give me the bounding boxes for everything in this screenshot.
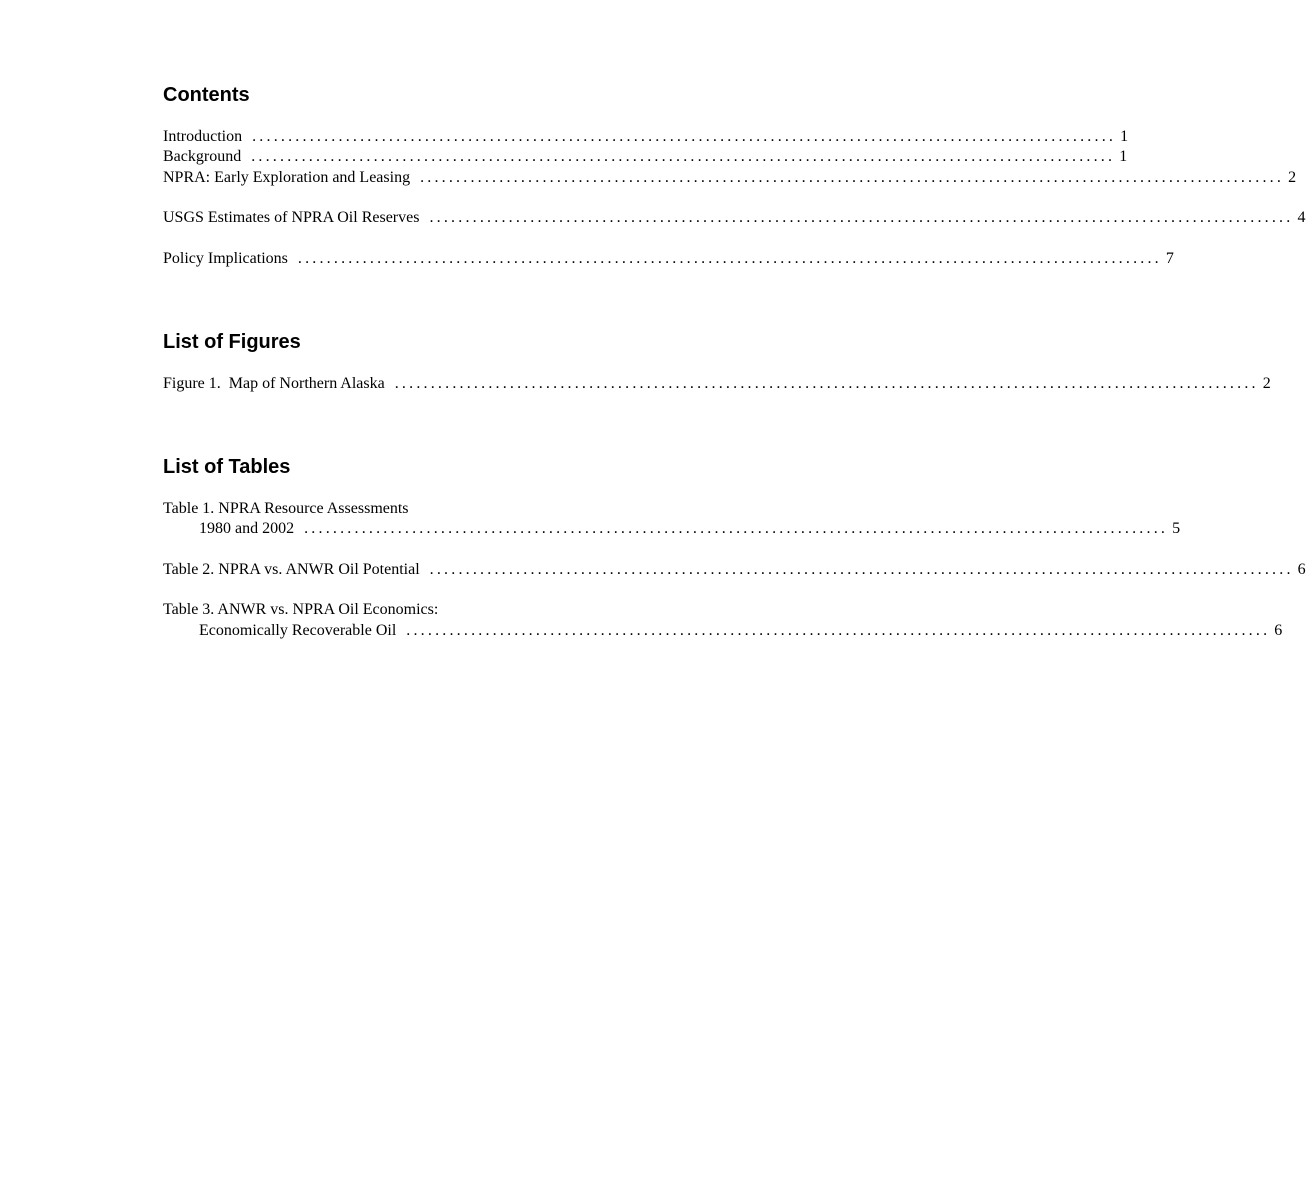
list-of-figures-heading: List of Figures [163,331,301,353]
toc-entry-label: USGS Estimates of NPRA Oil Reserves [163,209,420,226]
dot-leader: ........................................................................................................................ [304,520,1169,537]
dot-leader: ........................................................................................................................ [429,561,1294,578]
contents-heading: Contents [163,84,250,106]
toc-entry-usgs-estimates[interactable] [163,208,1306,228]
toc-entry-page: 7 [1165,250,1174,267]
table-entry-3[interactable] [163,621,1283,641]
toc-entry-label: Introduction [163,128,243,145]
toc-entry-page: 2 [1288,169,1297,186]
table-entry-page: 6 [1297,561,1306,578]
toc-entry-introduction[interactable] [163,127,1129,147]
toc-entry-label: Policy Implications [163,250,288,267]
toc-entry-npra-early-exploration[interactable] [163,168,1297,188]
table-entry-2[interactable] [163,560,1306,580]
table-entry-page: 6 [1274,622,1283,639]
toc-entry-page: 1 [1120,128,1129,145]
table-entry-label: 1980 and 2002 [199,520,295,537]
toc-entry-label: Background [163,148,242,165]
figure-entry-page: 2 [1262,375,1271,392]
toc-entry-background[interactable] [163,147,1128,167]
toc-entry-label: NPRA: Early Exploration and Leasing [163,169,411,186]
dot-leader: ........................................................................................................................ [394,375,1259,392]
dot-leader: ........................................................................................................................ [406,622,1271,639]
table-entry-page: 5 [1172,520,1181,537]
dot-leader: ........................................................................................................................ [251,148,1116,165]
list-of-tables-heading: List of Tables [163,456,291,478]
figure-entry-map[interactable] [163,374,1271,394]
table-entry-label: Table 2. NPRA vs. ANWR Oil Potential [163,561,420,578]
dot-leader: ........................................................................................................................ [429,209,1294,226]
toc-entry-policy-implications[interactable] [163,249,1174,269]
dot-leader: ........................................................................................................................ [420,169,1285,186]
dot-leader: ........................................................................................................................ [252,128,1117,145]
table-entry-label: Economically Recoverable Oil [199,622,397,639]
figure-entry-label: Figure 1. Map of Northern Alaska [163,375,385,392]
toc-entry-page: 1 [1119,148,1128,165]
toc-entry-page: 4 [1297,209,1306,226]
table-entry-1[interactable] [163,519,1181,539]
table-entry-1-first-line[interactable]: Table 1. NPRA Resource Assessments [163,500,409,517]
dot-leader: ........................................................................................................................ [297,250,1162,267]
table-entry-3-first-line[interactable]: Table 3. ANWR vs. NPRA Oil Economics: [163,601,439,618]
